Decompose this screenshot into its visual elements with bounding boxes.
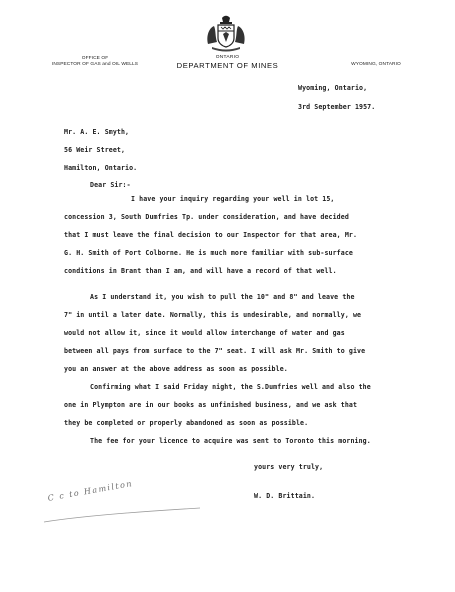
- coat-of-arms-icon: [204, 14, 248, 52]
- recipient-street: 56 Weir Street,: [64, 146, 126, 154]
- body-line: one in Plympton are in our books as unfinished business, and we ask that: [64, 401, 358, 409]
- body-line: they be completed or properly abandoned as soon as possible.: [64, 419, 309, 427]
- department-heading: [160, 55, 295, 70]
- salutation: Dear Sir:-: [90, 181, 131, 189]
- location-heading: WYOMING, ONTARIO: [351, 62, 401, 67]
- body-line: would not allow it, since it would allow interchange of water and gas: [64, 329, 345, 337]
- letterhead: [0, 0, 455, 80]
- body-line: G. H. Smith of Port Colborne. He is much more familiar with sub-surface: [64, 249, 353, 257]
- date-place: Wyoming, Ontario,: [298, 84, 368, 92]
- recipient-name: Mr. A. E. Smyth,: [64, 128, 130, 136]
- body-line: you an answer at the above address as soon as possible.: [64, 365, 288, 373]
- date-line: 3rd September 1957.: [298, 103, 376, 111]
- handwritten-note: C c to Hamilton: [47, 478, 134, 503]
- department-name: DEPARTMENT OF MINES: [176, 61, 279, 70]
- body-line: between all pays from surface to the 7" seat. I will ask Mr. Smith to give: [64, 347, 366, 355]
- body-line: I have your inquiry regarding your well in lot 15,: [131, 195, 335, 203]
- office-line-1: OFFICE OF: [81, 56, 109, 61]
- body-line: Confirming what I said Friday night, the S.Dumfries well and also the: [90, 383, 371, 391]
- body-line: that I must leave the final decision to our Inspector for that area, Mr.: [64, 231, 358, 239]
- province-label: ONTARIO: [215, 55, 240, 60]
- recipient-city: Hamilton, Ontario.: [64, 164, 138, 172]
- body-line: As I understand it, you wish to pull the 10" and 8" and leave the: [90, 293, 355, 301]
- signature: W. D. Brittain.: [254, 492, 316, 500]
- body-line: 7" in until a later date. Normally, this is undesirable, and normally, we: [64, 311, 362, 319]
- office-line-2: INSPECTOR OF GAS and OIL WELLS: [51, 61, 139, 67]
- closing: yours very truly,: [254, 463, 324, 471]
- body-line: The fee for your licence to acquire was sent to Toronto this morning.: [90, 437, 371, 445]
- body-line: concession 3, South Dumfries Tp. under consideration, and have decided: [64, 213, 349, 221]
- body-line: conditions in Brant than I am, and will have a record of that well.: [64, 267, 337, 275]
- office-heading: [40, 56, 150, 67]
